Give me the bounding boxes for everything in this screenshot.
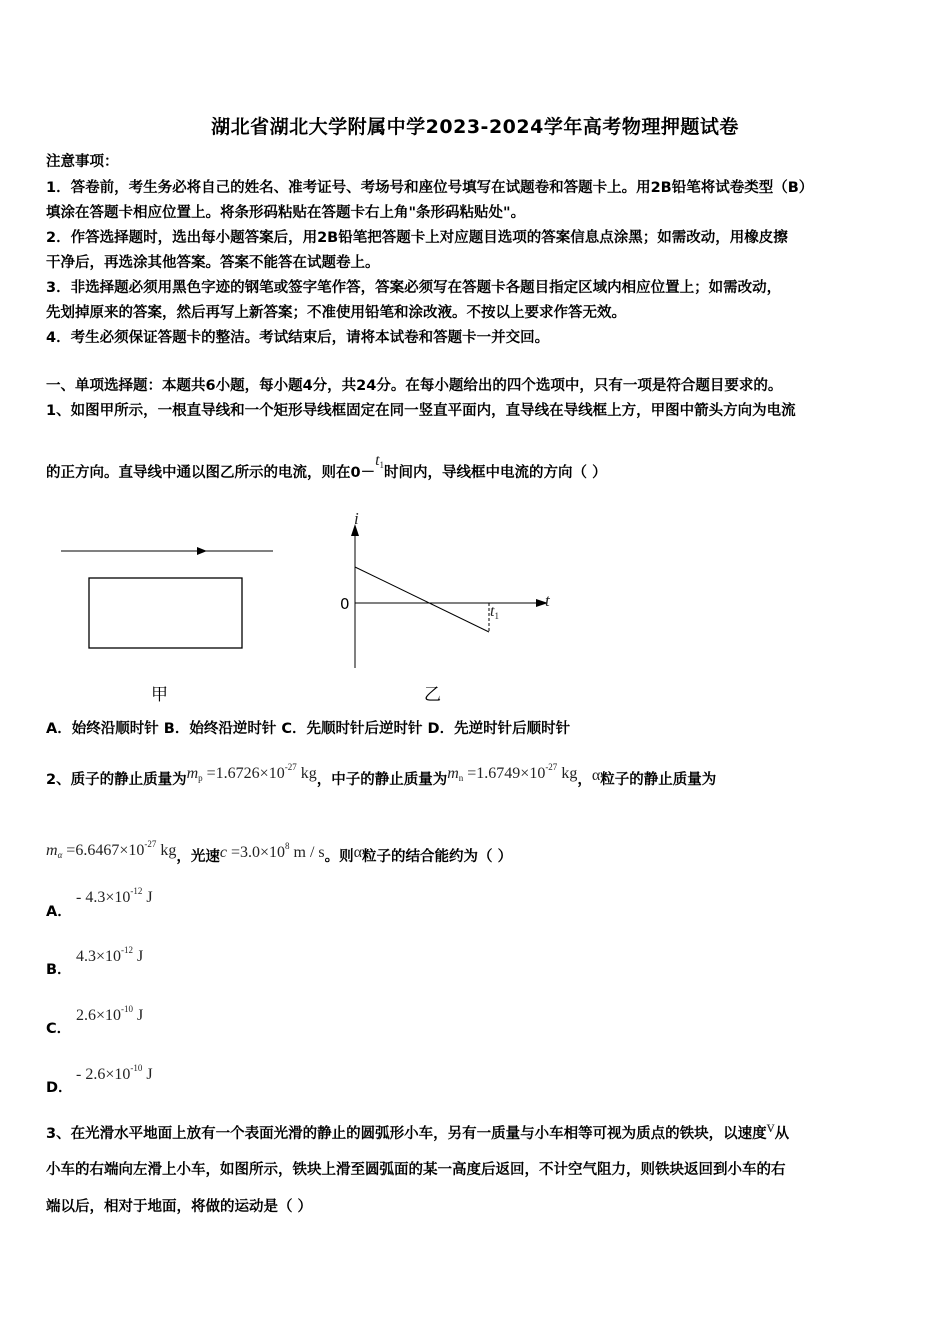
exam-title: 湖北省湖北大学附属中学2023-2024学年高考物理押题试卷 [211,116,739,138]
option-b-label: B． [46,962,72,978]
notice-heading: 注意事项： [46,154,119,170]
alpha-symbol: α [353,844,363,861]
origin-label: 0 [340,595,350,613]
mp-expression: $m_p =1.6726\times 10^{-27}$ kg [186,762,317,783]
option-a-label: A． [46,904,72,920]
option-a-value: - $4.3\times 10^{-12}$ J [76,886,153,906]
velocity-symbol: v [766,1119,775,1136]
figure-jia-label: 甲 [151,685,168,705]
question-2-line-1: 2、质子的静止质量为$m_p =1.6726\times 10^{-27}$ kg，中子的静止质量为$m_n =1.6749\times 10^{-27}$ kg，α粒子的静止质量为 [46,762,717,788]
figure-yi-graph [330,508,560,673]
notice-item: 1．答卷前，考生务必将自己的姓名、准考证号、考场号和座位号填写在试题卷和答题卡上。用2B铅笔将试卷类型（B） [46,180,814,196]
question-1-line-1: 1、如图甲所示，一根直导线和一个矩形导线框固定在同一竖直平面内，直导线在导线框上方，甲图中箭头方向为电流 [46,403,796,419]
question-1-line-2 [46,452,607,487]
axis-label-i: i [354,509,359,528]
notice-item: 干净后，再选涂其他答案。答案不能答在试题卷上。 [46,255,380,271]
figure-yi-label: 乙 [424,685,441,705]
section-heading: 一、单项选择题：本题共6小题，每小题4分，共24分。在每小题给出的四个选项中，只有一项是符合题目要求的。 [46,378,783,394]
option-d-value: - $2.6\times 10^{-10}$ J [76,1063,153,1083]
t1-symbol: $t_1$ [375,452,385,470]
question-3-line-2: 小车的右端向左滑上小车，如图所示，铁块上滑至圆弧面的某一高度后返回，不计空气阻力，则铁块返回到小车的右 [46,1162,786,1178]
option-b-value: $4.3\times 10^{-12}$ J [76,945,144,965]
option-c-value: $2.6\times 10^{-10}$ J [76,1004,144,1024]
question-1-text: 的正方向。直导线中通以图乙所示的电流，则在0－ [46,465,376,481]
c-expression: $c =3.0\times 10^8$ m / s [219,841,325,861]
notice-item: 先划掉原来的答案，然后再写上新答案；不准使用铅笔和涂改液。不按以上要求作答无效。 [46,305,626,321]
option-d-label: D． [46,1080,73,1096]
question-2-line-2: $m_\alpha =6.6467\times 10^{-27}$ kg，光速$c =3.0\times 10^8$ m / s。则α粒子的结合能约为（ ） [46,839,513,865]
notice-item: 填涂在答题卡相应位置上。将条形码粘贴在答题卡右上角"条形码粘贴处"。 [46,205,526,221]
mn-expression: $m_n =1.6749\times 10^{-27}$ kg [447,762,578,783]
question-3-line-1: 3、在光滑水平地面上放有一个表面光滑的静止的圆弧形小车，另有一质量与小车相等可视为质点的铁块，以速度v从 [46,1119,790,1142]
notice-item: 4．考生必须保证答题卡的整洁。考试结束后，请将本试卷和答题卡一并交回。 [46,330,550,346]
alpha-symbol: α [591,767,601,784]
t1-tick-label: $t_1$ [490,603,499,621]
notice-item: 3．非选择题必须用黑色字迹的钢笔或签字笔作答，答案必须写在答题卡各题目指定区域内相应位置上；如需改动， [46,280,782,296]
question-3-line-3: 端以后，相对于地面，将做的运动是（ ） [46,1199,313,1215]
option-c-label: C． [46,1021,72,1037]
question-1-text: 时间内，导线框中电流的方向（ ） [384,465,607,481]
ma-expression: $m_\alpha =6.6467\times 10^{-27}$ kg [46,839,177,860]
question-1-options: A．始终沿顺时针 B．始终沿逆时针 C．先顺时针后逆时针 D．先逆时针后顺时针 [46,721,571,737]
axis-label-t: t [545,591,550,610]
notice-item: 2．作答选择题时，选出每小题答案后，用2B铅笔把答题卡上对应题目选项的答案信息点涂黑；如需改动，用橡皮擦 [46,230,788,246]
